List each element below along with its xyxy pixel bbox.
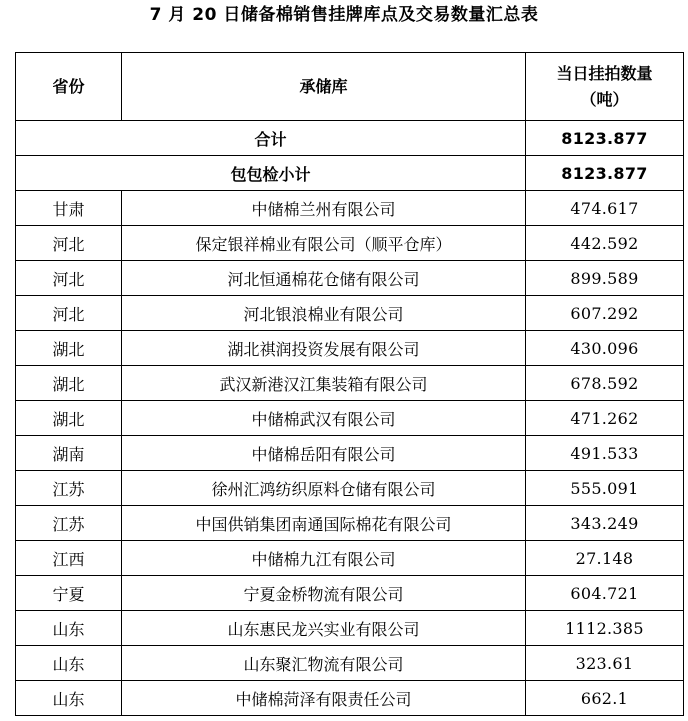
cell-quantity: 474.617 [526, 191, 684, 226]
cell-quantity: 899.589 [526, 261, 684, 296]
cell-warehouse: 徐州汇鸿纺织原料仓储有限公司 [122, 471, 526, 506]
cell-province: 江苏 [16, 471, 122, 506]
cell-province: 甘肃 [16, 191, 122, 226]
table-row [16, 436, 684, 471]
cell-province: 山东 [16, 646, 122, 681]
header-warehouse: 承储库 [122, 53, 526, 121]
cell-warehouse: 宁夏金桥物流有限公司 [122, 576, 526, 611]
table-row [16, 331, 684, 366]
cell-province: 江西 [16, 541, 122, 576]
cell-warehouse: 中国供销集团南通国际棉花有限公司 [122, 506, 526, 541]
cell-warehouse: 中储棉九江有限公司 [122, 541, 526, 576]
cell-warehouse: 河北恒通棉花仓储有限公司 [122, 261, 526, 296]
cell-warehouse: 武汉新港汉江集装箱有限公司 [122, 366, 526, 401]
cell-quantity: 27.148 [526, 541, 684, 576]
cell-warehouse: 中储棉武汉有限公司 [122, 401, 526, 436]
cell-province: 山东 [16, 681, 122, 716]
cell-warehouse: 中储棉菏泽有限责任公司 [122, 681, 526, 716]
page-title: 7 月 20 日储备棉销售挂牌库点及交易数量汇总表 [149, 5, 539, 25]
cell-province: 宁夏 [16, 576, 122, 611]
table-row [16, 541, 684, 576]
table-row [16, 226, 684, 261]
table-row [16, 506, 684, 541]
cell-warehouse: 中储棉兰州有限公司 [122, 191, 526, 226]
cell-quantity: 430.096 [526, 331, 684, 366]
cell-province: 河北 [16, 226, 122, 261]
total-value: 8123.877 [526, 121, 684, 156]
cell-province: 湖北 [16, 331, 122, 366]
cell-quantity: 471.262 [526, 401, 684, 436]
cell-province: 河北 [16, 261, 122, 296]
table-row [16, 576, 684, 611]
cell-quantity: 1112.385 [526, 611, 684, 646]
cell-quantity: 491.533 [526, 436, 684, 471]
cell-province: 湖北 [16, 366, 122, 401]
header-quantity [526, 53, 684, 121]
table-row [16, 611, 684, 646]
cell-quantity: 343.249 [526, 506, 684, 541]
cell-warehouse: 湖北祺润投资发展有限公司 [122, 331, 526, 366]
cell-province: 湖北 [16, 401, 122, 436]
table-header-row [16, 53, 684, 121]
cell-quantity: 323.61 [526, 646, 684, 681]
cell-quantity: 604.721 [526, 576, 684, 611]
total-label: 合计 [16, 121, 526, 156]
table-row [16, 366, 684, 401]
subtotal-label: 包包检小计 [16, 156, 526, 191]
cell-province: 河北 [16, 296, 122, 331]
table-row [16, 401, 684, 436]
header-quantity-line2: （吨） [580, 89, 629, 109]
cell-quantity: 678.592 [526, 366, 684, 401]
table-row [16, 646, 684, 681]
table-row [16, 681, 684, 716]
header-quantity-line1: 当日挂拍数量 [556, 63, 653, 83]
cell-province: 湖南 [16, 436, 122, 471]
table-row [16, 471, 684, 506]
cell-province: 山东 [16, 611, 122, 646]
cell-quantity: 555.091 [526, 471, 684, 506]
table-row [16, 296, 684, 331]
cell-quantity: 607.292 [526, 296, 684, 331]
cotton-sales-summary-table [15, 52, 684, 716]
cell-warehouse: 山东聚汇物流有限公司 [122, 646, 526, 681]
cell-quantity: 442.592 [526, 226, 684, 261]
cell-warehouse: 中储棉岳阳有限公司 [122, 436, 526, 471]
table-row [16, 261, 684, 296]
subtotal-row [16, 156, 684, 191]
table-row [16, 191, 684, 226]
subtotal-value: 8123.877 [526, 156, 684, 191]
cell-warehouse: 山东惠民龙兴实业有限公司 [122, 611, 526, 646]
total-row [16, 121, 684, 156]
cell-province: 江苏 [16, 506, 122, 541]
cell-warehouse: 保定银祥棉业有限公司（顺平仓库） [122, 226, 526, 261]
cell-quantity: 662.1 [526, 681, 684, 716]
header-province: 省份 [16, 53, 122, 121]
cell-warehouse: 河北银浪棉业有限公司 [122, 296, 526, 331]
